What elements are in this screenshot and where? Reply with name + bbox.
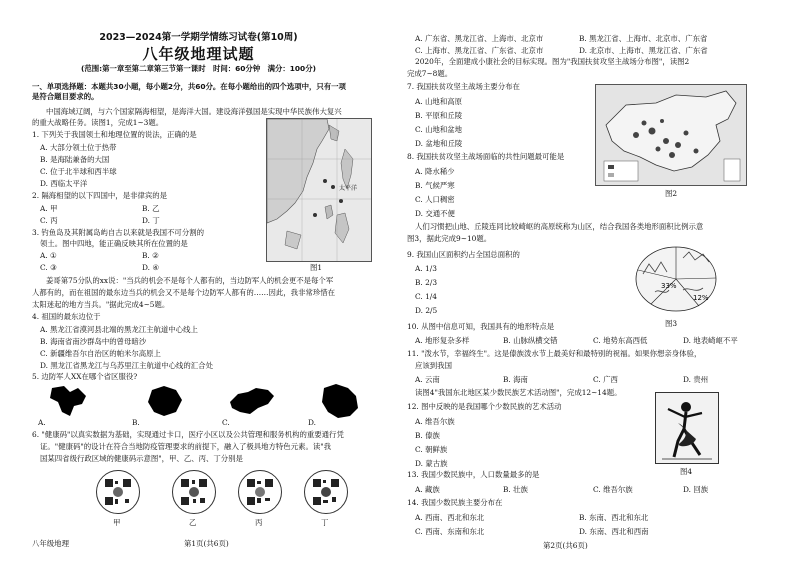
passage4-line2: 完成7~8题。 [407, 69, 453, 78]
q14-option-b[interactable]: B. 东南、西北和东北 [579, 513, 649, 522]
footer-right-page: 第2页(共6页) [543, 541, 588, 550]
q3-stem: 3. 钓鱼岛及其附属岛屿自古以来就是我国不可分割的 [32, 228, 204, 237]
q6-stem-line1: 6. "健康码"以真实数据为基础，实现通过卡口，医疗小区以及公共管理和服务机构的重要通行凭 [32, 430, 344, 439]
q12-option-b[interactable]: B. 傣族 [415, 431, 440, 440]
q8-option-c[interactable]: C. 人口稠密 [415, 195, 455, 204]
q11-option-b[interactable]: B. 海南 [503, 375, 528, 384]
q13-option-b[interactable]: B. 壮族 [503, 485, 528, 494]
q1-option-b[interactable]: B. 是海陆兼备的大国 [40, 155, 110, 164]
figure1-map [266, 118, 372, 262]
footer-left-page: 第1页(共6页) [184, 539, 229, 548]
figure3-value-12: 12% [693, 294, 709, 302]
q5-stem: 5. 边防军人XX在哪个省区服役? [32, 372, 138, 381]
health-code-ding-label: 丁 [321, 518, 329, 527]
exam-title-line: 2023—2024第一学期学情练习试卷(第10周) [99, 32, 298, 43]
q5-option-b[interactable]: B. [132, 418, 140, 427]
figure1-sea-label: 太平洋 [339, 185, 358, 192]
exam-scope-line: (范围:第一章至第二章第三节第一课时 时间：60分钟 满分：100分) [81, 64, 316, 73]
q3-option-b[interactable]: B. ② [142, 251, 159, 260]
passage5-line2: 图3，据此完成9~10题。 [407, 234, 492, 243]
q14-stem: 14. 我国少数民族主要分布在 [407, 498, 503, 507]
q13-option-d[interactable]: D. 回族 [683, 485, 709, 494]
q1-option-a[interactable]: A. 大部分领土位于热带 [40, 143, 117, 152]
health-code-jia-label: 甲 [113, 518, 121, 527]
q6-stem-line3: 国某四省级行政区域的健康码示意图"，甲、乙、丙、丁分别是 [40, 454, 243, 463]
q4-option-d[interactable]: D. 黑龙江省黑龙江与乌苏里江主航道中心线的汇合处 [40, 361, 213, 370]
q3-stem-2: 领土。图中四地，能正确反映其所在位置的是 [40, 239, 188, 248]
q8-stem: 8. 我国扶贫攻坚主战场面临的共性问题最可能是 [407, 152, 565, 161]
q1-option-c[interactable]: C. 位于北半球和西半球 [40, 167, 117, 176]
q6-stem-line2: 证。"健康码"的设计在符合当地防疫管理要求的前提下，融入了极具地方特色元素。读"我 [40, 442, 332, 451]
q7-option-a[interactable]: A. 山地和高原 [415, 97, 462, 106]
figure2-map-graphic [596, 85, 746, 185]
q5-province-shape-c [228, 386, 276, 418]
figure3-terrain-pie [633, 244, 719, 314]
q3-option-a[interactable]: A. ① [40, 251, 57, 260]
q12-stem: 12. 图中反映的是我国哪个少数民族的艺术活动 [407, 402, 562, 411]
figure1-label: 图1 [310, 263, 323, 272]
passage1-line2: 的重大战略任务。读图1，完成1~3题。 [32, 118, 164, 127]
q11-stem: 11. "泼水节，幸福终生"。这是傣族泼水节上最美好和最特别的祝福。如果你想亲身体验， [407, 349, 702, 358]
q13-stem: 13. 我国少数民族中，人口数量最多的是 [407, 470, 540, 479]
q9-option-d[interactable]: D. 2/5 [415, 306, 438, 315]
q3-option-c[interactable]: C. ③ [40, 263, 57, 272]
passage5-line1: 人们习惯把山地、丘陵连同比较崎岖的高原统称为山区，结合我国各类地形面积比例示意 [415, 222, 704, 231]
q6-option-a[interactable]: A. 广东省、黑龙江省、上海市、北京市 [415, 34, 544, 43]
q4-option-a[interactable]: A. 黑龙江省漠河县北端的黑龙江主航道中心线上 [40, 325, 198, 334]
q14-option-a[interactable]: A. 西南、西北和东北 [415, 513, 485, 522]
health-code-jia [96, 470, 140, 514]
health-code-yi [172, 470, 216, 514]
q1-stem: 1. 下列关于我国领土和地理位置的说法，正确的是 [32, 130, 197, 139]
passage4-line1: 2020年，全面建成小康社会的目标实现。图为"我国扶贫攻坚主战场分布图"，读图2 [415, 57, 690, 66]
q6-option-c[interactable]: C. 上海市、黑龙江省、广东省、北京市 [415, 46, 544, 55]
q5-province-shape-d [318, 382, 362, 420]
q7-option-b[interactable]: B. 平原和丘陵 [415, 111, 463, 120]
health-code-bing [238, 470, 282, 514]
q5-option-d[interactable]: D. [308, 418, 317, 427]
health-code-ding [304, 470, 348, 514]
figure4-dance-image [655, 392, 719, 464]
q12-option-c[interactable]: C. 朝鲜族 [415, 445, 448, 454]
q12-option-d[interactable]: D. 蒙古族 [415, 459, 448, 468]
q7-stem: 7. 我国扶贫攻坚主战场主要分布在 [407, 82, 520, 91]
q8-option-d[interactable]: D. 交通不便 [415, 209, 455, 218]
q4-stem: 4. 祖国的最东边位于 [32, 312, 101, 321]
page-right [397, 0, 794, 561]
figure2-label: 图2 [665, 189, 678, 198]
q9-option-b[interactable]: B. 2/3 [415, 278, 438, 287]
q2-stem: 2. 隔海相望的以下四国中，是非律宾的是 [32, 191, 168, 200]
figure3-value-33: 33% [661, 282, 677, 290]
section1-heading-2: 是符合题目要求的。 [32, 92, 99, 101]
q5-province-shape-a [48, 384, 90, 420]
q10-option-a[interactable]: A. 地形复杂多样 [415, 336, 470, 345]
q2-option-c[interactable]: C. 丙 [40, 216, 58, 225]
q9-stem: 9. 我国山区面积约占全国总面积的 [407, 250, 520, 259]
health-code-bing-label: 丙 [255, 518, 263, 527]
q6-option-b[interactable]: B. 黑龙江省、上海市、北京市、广东省 [579, 34, 708, 43]
q5-option-c[interactable]: C. [222, 418, 230, 427]
q10-option-c[interactable]: C. 地势东高西低 [593, 336, 648, 345]
q9-option-a[interactable]: A. 1/3 [415, 264, 437, 273]
q11-option-c[interactable]: C. 广西 [593, 375, 618, 384]
q5-province-shape-b [144, 384, 186, 420]
q13-option-c[interactable]: C. 维吾尔族 [593, 485, 633, 494]
q7-option-d[interactable]: D. 盆地和丘陵 [415, 139, 463, 148]
passage2-line3: 太阳迷起的地方当兵。"据此完成4~5题。 [32, 300, 170, 309]
q1-option-d[interactable]: D. 西临太平洋 [40, 179, 88, 188]
q2-option-d[interactable]: D. 丁 [142, 216, 160, 225]
passage6: 读图4"我国东北地区某少数民族艺术活动图"，完成12~14题。 [415, 388, 622, 397]
passage2-line1: 姜哥第75分队的xx说："当兵的机会不是每个人都有的，当边防军人的机会更不是每个军 [46, 276, 334, 285]
q2-option-b[interactable]: B. 乙 [142, 204, 160, 213]
footer-left-subject: 八年级地理 [32, 539, 69, 548]
figure4-label: 图4 [680, 467, 693, 476]
q5-option-a[interactable]: A. [38, 418, 46, 427]
q4-option-b[interactable]: B. 海南省南沙群岛中的曾母暗沙 [40, 337, 147, 346]
q10-option-d[interactable]: D. 地表崎岖不平 [683, 336, 738, 345]
q7-option-c[interactable]: C. 山地和盆地 [415, 125, 463, 134]
passage2-line2: 人都有的，而在祖国的最东边当兵的机会又不是每个边防军人都有的……因此，我非常珍惜在 [32, 288, 336, 297]
q11-option-a[interactable]: A. 云南 [415, 375, 440, 384]
q9-option-c[interactable]: C. 1/4 [415, 292, 437, 301]
q2-option-a[interactable]: A. 甲 [40, 204, 58, 213]
exam-subject-title: 八年级地理试题 [142, 45, 255, 63]
q14-option-c[interactable]: C. 西南、东南和东北 [415, 527, 485, 536]
q14-option-d[interactable]: D. 东南、西北和西南 [579, 527, 649, 536]
passage1-line1: 中国海域辽阔，与六个国家隔海相望，是海洋大国。建设海洋强国是实现中华民族伟大复兴 [46, 107, 342, 116]
q8-option-a[interactable]: A. 降水稀少 [415, 167, 455, 176]
q10-option-b[interactable]: B. 山脉纵横交错 [503, 336, 558, 345]
q13-option-a[interactable]: A. 藏族 [415, 485, 440, 494]
q8-option-b[interactable]: B. 气候严寒 [415, 181, 455, 190]
section1-heading: 一、单项选择题：本题共30小题，每小题2分，共60分。在每小题给出的四个选项中，只有一项 [32, 82, 346, 91]
q10-stem: 10. 从图中信息可知，我国具有的地形特点是 [407, 322, 555, 331]
health-code-yi-label: 乙 [189, 518, 197, 527]
q11-option-d[interactable]: D. 贵州 [683, 375, 709, 384]
q4-option-c[interactable]: C. 新疆维吾尔自治区的帕米尔高原上 [40, 349, 161, 358]
figure4-graphic [656, 393, 718, 463]
q6-option-d[interactable]: D. 北京市、上海市、黑龙江省、广东省 [579, 46, 708, 55]
q11-stem-2: 应该到我国 [415, 361, 452, 370]
figure3-label: 图3 [665, 319, 678, 328]
figure2-map [595, 84, 747, 186]
q12-option-a[interactable]: A. 维吾尔族 [415, 417, 455, 426]
q3-option-d[interactable]: D. ④ [142, 263, 159, 272]
